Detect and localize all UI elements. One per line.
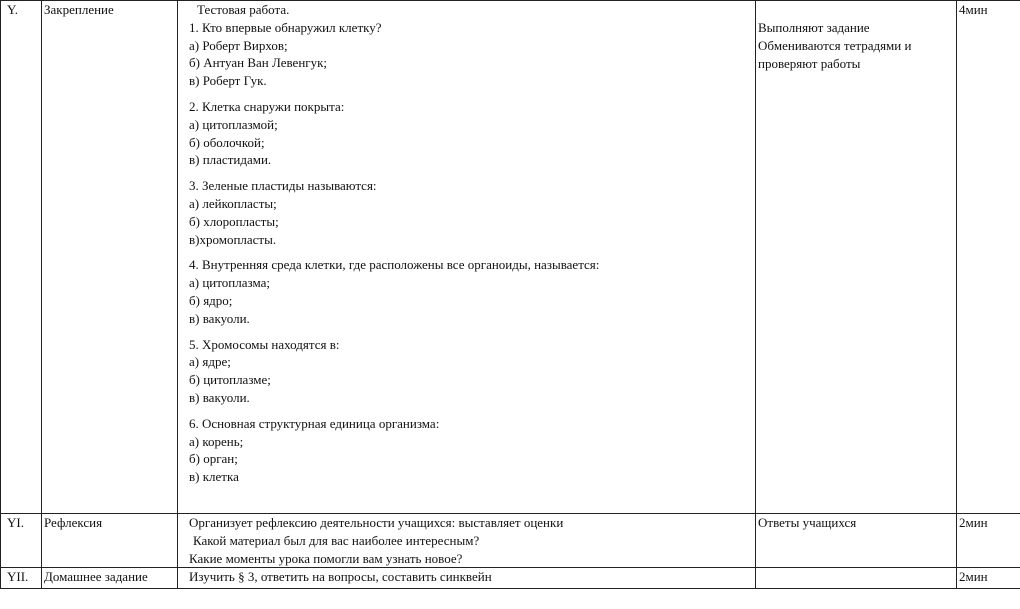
- time-cell: 2мин: [957, 514, 1020, 568]
- answer-option: б) оболочкой;: [189, 134, 265, 150]
- answer-option: б) ядро;: [189, 292, 233, 308]
- question-block: [189, 19, 755, 90]
- question-text: 6. Основная структурная единица организма:: [189, 415, 440, 431]
- answer-option: в) вакуоли.: [189, 389, 250, 405]
- homework-task: Изучить § 3, ответить на вопросы, составить синквейн: [178, 568, 756, 589]
- answer-option: б) орган;: [189, 451, 238, 467]
- answer-option: а) цитоплазмой;: [189, 116, 278, 132]
- answer-option: а) ядре;: [189, 354, 231, 370]
- answer-option: а) Роберт Вирхов;: [189, 37, 288, 53]
- student-activity-line: проверяют работы: [758, 55, 861, 71]
- student-activity-line: Обмениваются тетрадями и: [758, 37, 912, 53]
- answer-option: б) Антуан Ван Левенгук;: [189, 55, 328, 71]
- question-text: 2. Клетка снаружи покрыта:: [189, 98, 345, 114]
- stage-name: Домашнее задание: [42, 568, 178, 589]
- table-row: [1, 514, 1020, 568]
- answer-option: в) вакуоли.: [189, 310, 250, 326]
- question-text: 4. Внутренняя среда клетки, где расположены все органоиды, называется:: [189, 257, 600, 273]
- reflection-line: Организует рефлексию деятельности учащихся: выставляет оценки: [189, 515, 564, 530]
- student-activity-line: Выполняют задание: [758, 20, 870, 35]
- answer-option: в) клетка: [189, 469, 239, 485]
- answer-option: в) пластидами.: [189, 152, 272, 168]
- stage-name: Рефлексия: [42, 514, 178, 568]
- question-block: [189, 177, 755, 248]
- stage-number: Y.: [1, 1, 42, 514]
- table-row: [1, 1, 1020, 514]
- question-block: [189, 256, 755, 327]
- student-activity-cell: [756, 568, 957, 589]
- question-text: 3. Зеленые пластиды называются:: [189, 178, 377, 194]
- question-block: [189, 415, 755, 486]
- stage-number: YI.: [1, 514, 42, 568]
- question-block: [189, 336, 755, 407]
- answer-option: в) Роберт Гук.: [189, 73, 267, 89]
- answer-option: а) цитоплазма;: [189, 275, 270, 291]
- question-block: [189, 98, 755, 169]
- question-text: 1. Кто впервые обнаружил клетку?: [189, 19, 382, 35]
- answer-option: в)хромопласты.: [189, 231, 277, 247]
- test-title: Тестовая работа.: [197, 2, 290, 17]
- table-row: [1, 568, 1020, 589]
- teacher-activity-cell: [178, 514, 756, 568]
- time-cell: 4мин: [957, 1, 1020, 514]
- answer-option: а) лейкопласты;: [189, 195, 277, 211]
- student-activity-cell: [756, 1, 957, 514]
- question-text: 5. Хромосомы находятся в:: [189, 336, 340, 352]
- answer-option: а) корень;: [189, 433, 244, 449]
- teacher-activity-cell: [178, 1, 756, 514]
- reflection-line: Какой материал был для вас наиболее интересным?: [193, 532, 480, 548]
- answer-option: б) хлоропласты;: [189, 213, 279, 229]
- student-activity-cell: Ответы учащихся: [756, 514, 957, 568]
- stage-number: YII.: [1, 568, 42, 589]
- time-cell: 2мин: [957, 568, 1020, 589]
- answer-option: б) цитоплазме;: [189, 372, 271, 388]
- stage-name: Закрепление: [42, 1, 178, 514]
- reflection-line: Какие моменты урока помогли вам узнать новое?: [189, 550, 463, 566]
